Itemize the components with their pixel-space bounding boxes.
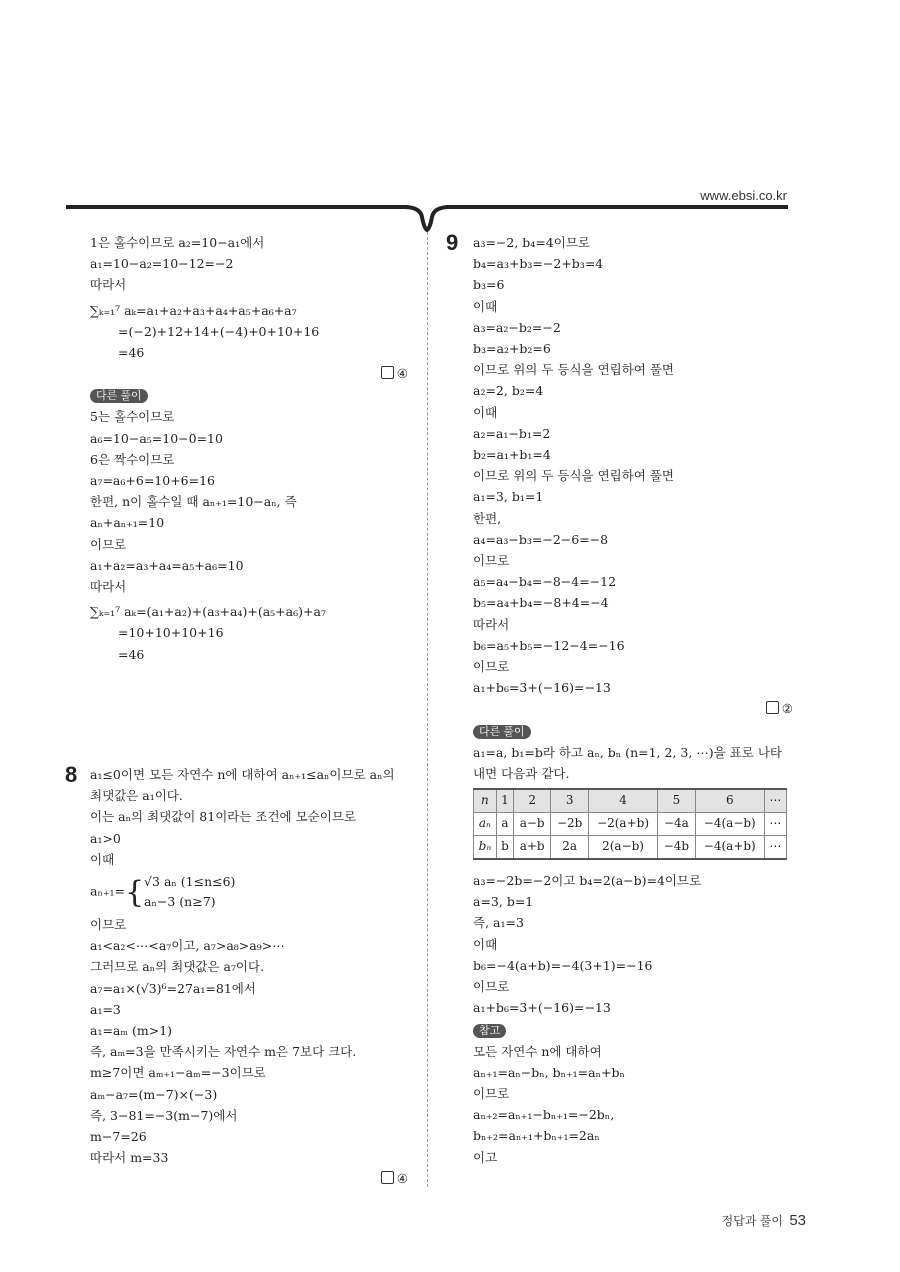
table-cell: −4b: [658, 836, 696, 860]
table-cell: −2b: [551, 813, 589, 836]
text-line: =46: [118, 345, 145, 361]
text-line: b₂=a₁+b₁=4: [473, 447, 551, 463]
table-cell: ⋯: [764, 813, 786, 836]
text-line: a₁=a, b₁=b라 하고 aₙ, bₙ (n=1, 2, 3, ⋯)을 표로 나타: [473, 744, 782, 760]
table-header-cell: 6: [695, 789, 764, 813]
text-line: 이므로: [473, 659, 510, 675]
text-line: a₁≤0이면 모든 자연수 n에 대하여 aₙ₊₁≤aₙ이므로 aₙ의: [90, 767, 395, 782]
text-line: m≥7이면 aₘ₊₁−aₘ=−3이므로: [90, 1065, 266, 1081]
column-divider: [427, 232, 428, 1187]
sequence-table: [473, 788, 787, 860]
text-line: 이므로: [473, 1085, 510, 1101]
problem-number: 9: [446, 230, 459, 255]
summation-line: ∑ₖ₌₁⁷ aₖ=a₁+a₂+a₃+a₄+a₅+a₆+a₇: [90, 302, 297, 318]
text-line: b₆=a₅+b₅=−12−4=−16: [473, 637, 625, 653]
text-line: 최댓값은 a₁이다.: [90, 788, 183, 804]
page-number: 53: [789, 1212, 806, 1229]
text-line: 이때: [90, 851, 115, 867]
text-line: 이고: [473, 1149, 498, 1165]
text-line: =10+10+10+16: [118, 625, 224, 641]
table-row: [474, 813, 787, 836]
text-line: a₅=a₄−b₄=−8−4=−12: [473, 574, 617, 590]
header-rule-left: [66, 205, 408, 209]
text-line: 내면 다음과 같다.: [473, 765, 570, 781]
text-line: a₁>0: [90, 830, 121, 846]
table-cell: b: [496, 836, 513, 860]
text-line: a₁+a₂=a₃+a₄=a₅+a₆=10: [90, 557, 244, 573]
text-line: a₃=−2, b₄=4이므로: [473, 235, 590, 250]
text-line: 따라서: [90, 277, 127, 293]
text-line: 한편,: [473, 510, 502, 526]
text-line: bₙ₊₂=aₙ₊₁+bₙ₊₁=2aₙ: [473, 1128, 600, 1144]
table-cell: a+b: [514, 836, 551, 860]
answer-box-icon: [766, 701, 779, 714]
text-line: a₁+b₆=3+(−16)=−13: [473, 680, 611, 696]
text-line: 5는 홀수이므로: [90, 409, 175, 425]
text-line: 따라서: [473, 616, 510, 632]
text-line: a₂=a₁−b₁=2: [473, 425, 551, 441]
table-header-cell: 3: [551, 789, 589, 813]
alt-solution-label: 다른 풀이: [473, 725, 531, 739]
text-line: aₘ−a₇=(m−7)×(−3): [90, 1086, 218, 1102]
text-line: 이므로: [90, 917, 127, 933]
text-line: 이때: [473, 404, 498, 420]
text-line: a₂=2, b₂=4: [473, 383, 544, 399]
text-line: b₆=−4(a+b)=−4(3+1)=−16: [473, 957, 653, 973]
left-column: [90, 232, 408, 665]
problem-number: 8: [65, 762, 78, 787]
table-cell: 2(a−b): [589, 836, 658, 860]
text-line: 한편, n이 홀수일 때 aₙ₊₁=10−aₙ, 즉: [90, 494, 297, 510]
text-line: a₆=10−a₅=10−0=10: [90, 430, 223, 446]
table-header-cell: ⋯: [764, 789, 786, 813]
text-line: a₇=a₁×(√3)⁶=27a₁=81에서: [90, 980, 256, 996]
piecewise-definition: [90, 872, 408, 912]
answer-box-icon: [381, 1171, 394, 1184]
text-line: 1은 홀수이므로 a₂=10−a₁에서: [90, 235, 265, 250]
header-rule-notch: [400, 202, 454, 232]
text-line: 이때: [473, 936, 498, 952]
text-line: a=3, b=1: [473, 894, 534, 910]
text-line: a₃=a₂−b₂=−2: [473, 319, 561, 335]
table-header-cell: 2: [514, 789, 551, 813]
table-header-cell: 5: [658, 789, 696, 813]
table-header-cell: n: [474, 789, 497, 813]
text-line: a₁=3, b₁=1: [473, 489, 544, 505]
text-line: a₄=a₃−b₃=−2−6=−8: [473, 531, 609, 547]
table-cell: 2a: [551, 836, 589, 860]
text-line: 따라서: [90, 579, 127, 595]
answer-mark: ④: [90, 363, 408, 384]
text-line: b₃=a₂+b₂=6: [473, 341, 551, 357]
table-cell: ⋯: [764, 836, 786, 860]
text-line: 따라서 m=33: [90, 1150, 169, 1166]
answer-mark: ④: [90, 1168, 408, 1189]
text-line: 즉, aₘ=3을 만족시키는 자연수 m은 7보다 크다.: [90, 1044, 357, 1060]
table-header-cell: 4: [589, 789, 658, 813]
text-line: 이므로: [473, 553, 510, 569]
text-line: =46: [118, 646, 145, 662]
text-line: 모든 자연수 n에 대하여: [473, 1043, 602, 1059]
table-cell: aₙ: [474, 813, 497, 836]
piecewise-case: √3 aₙ (1≤n≤6): [144, 874, 236, 890]
note-label: 참고: [473, 1024, 506, 1038]
problem-8-solution: [90, 764, 408, 1190]
text-line: =(−2)+12+14+(−4)+0+10+16: [118, 323, 320, 339]
table-header-cell: 1: [496, 789, 513, 813]
alt-solution-label: 다른 풀이: [90, 389, 148, 403]
text-line: a₁=3: [90, 1001, 121, 1017]
text-line: a₁=10−a₂=10−12=−2: [90, 256, 234, 272]
text-line: 즉, 3−81=−3(m−7)에서: [90, 1107, 238, 1123]
text-line: aₙ+aₙ₊₁=10: [90, 515, 165, 531]
text-line: 6은 짝수이므로: [90, 451, 175, 467]
piecewise-lhs: aₙ₊₁=: [90, 883, 125, 899]
table-cell: −4a: [658, 813, 696, 836]
answer-box-icon: [381, 366, 394, 379]
text-line: b₅=a₄+b₄=−8+4=−4: [473, 595, 609, 611]
text-line: 이는 aₙ의 최댓값이 81이라는 조건에 모순이므로: [90, 809, 356, 825]
header-rule-right: [446, 205, 788, 209]
summation-line: ∑ₖ₌₁⁷ aₖ=(a₁+a₂)+(a₃+a₄)+(a₅+a₆)+a₇: [90, 604, 326, 620]
text-line: 이므로 위의 두 등식을 연립하여 풀면: [473, 362, 674, 378]
brace-icon: {: [124, 874, 145, 910]
table-cell: −2(a+b): [589, 813, 658, 836]
table-header-row: [474, 789, 787, 813]
answer-mark: ②: [473, 698, 793, 719]
table-cell: bₙ: [474, 836, 497, 860]
text-line: a₃=−2b=−2이고 b₄=2(a−b)=4이므로: [473, 873, 702, 889]
text-line: a₁+b₆=3+(−16)=−13: [473, 1000, 611, 1016]
problem-9-solution: [473, 232, 793, 1168]
text-line: aₙ₊₁=aₙ−bₙ, bₙ₊₁=aₙ+bₙ: [473, 1064, 625, 1080]
text-line: b₄=a₃+b₃=−2+b₃=4: [473, 256, 604, 272]
text-line: m−7=26: [90, 1129, 147, 1145]
table-cell: −4(a+b): [695, 836, 764, 860]
text-line: aₙ₊₂=aₙ₊₁−bₙ₊₁=−2bₙ,: [473, 1107, 615, 1123]
piecewise-case: aₙ−3 (n≥7): [144, 894, 216, 910]
text-line: b₃=6: [473, 277, 505, 293]
footer-label: 정답과 풀이: [721, 1214, 783, 1228]
text-line: a₁=aₘ (m>1): [90, 1023, 173, 1039]
text-line: a₁<a₂<⋯<a₇이고, a₇>a₈>a₉>⋯: [90, 938, 285, 954]
site-url[interactable]: www.ebsi.co.kr: [700, 188, 787, 203]
text-line: 이므로: [90, 536, 127, 552]
table-cell: a−b: [514, 813, 551, 836]
text-line: 이때: [473, 298, 498, 314]
page-footer: [722, 1212, 806, 1229]
text-line: 즉, a₁=3: [473, 915, 524, 931]
table-row: [474, 836, 787, 860]
text-line: a₇=a₆+6=10+6=16: [90, 473, 216, 489]
text-line: 이므로 위의 두 등식을 연립하여 풀면: [473, 468, 674, 484]
text-line: 그러므로 aₙ의 최댓값은 a₇이다.: [90, 959, 265, 975]
text-line: 이므로: [473, 979, 510, 995]
table-cell: −4(a−b): [695, 813, 764, 836]
table-cell: a: [496, 813, 513, 836]
